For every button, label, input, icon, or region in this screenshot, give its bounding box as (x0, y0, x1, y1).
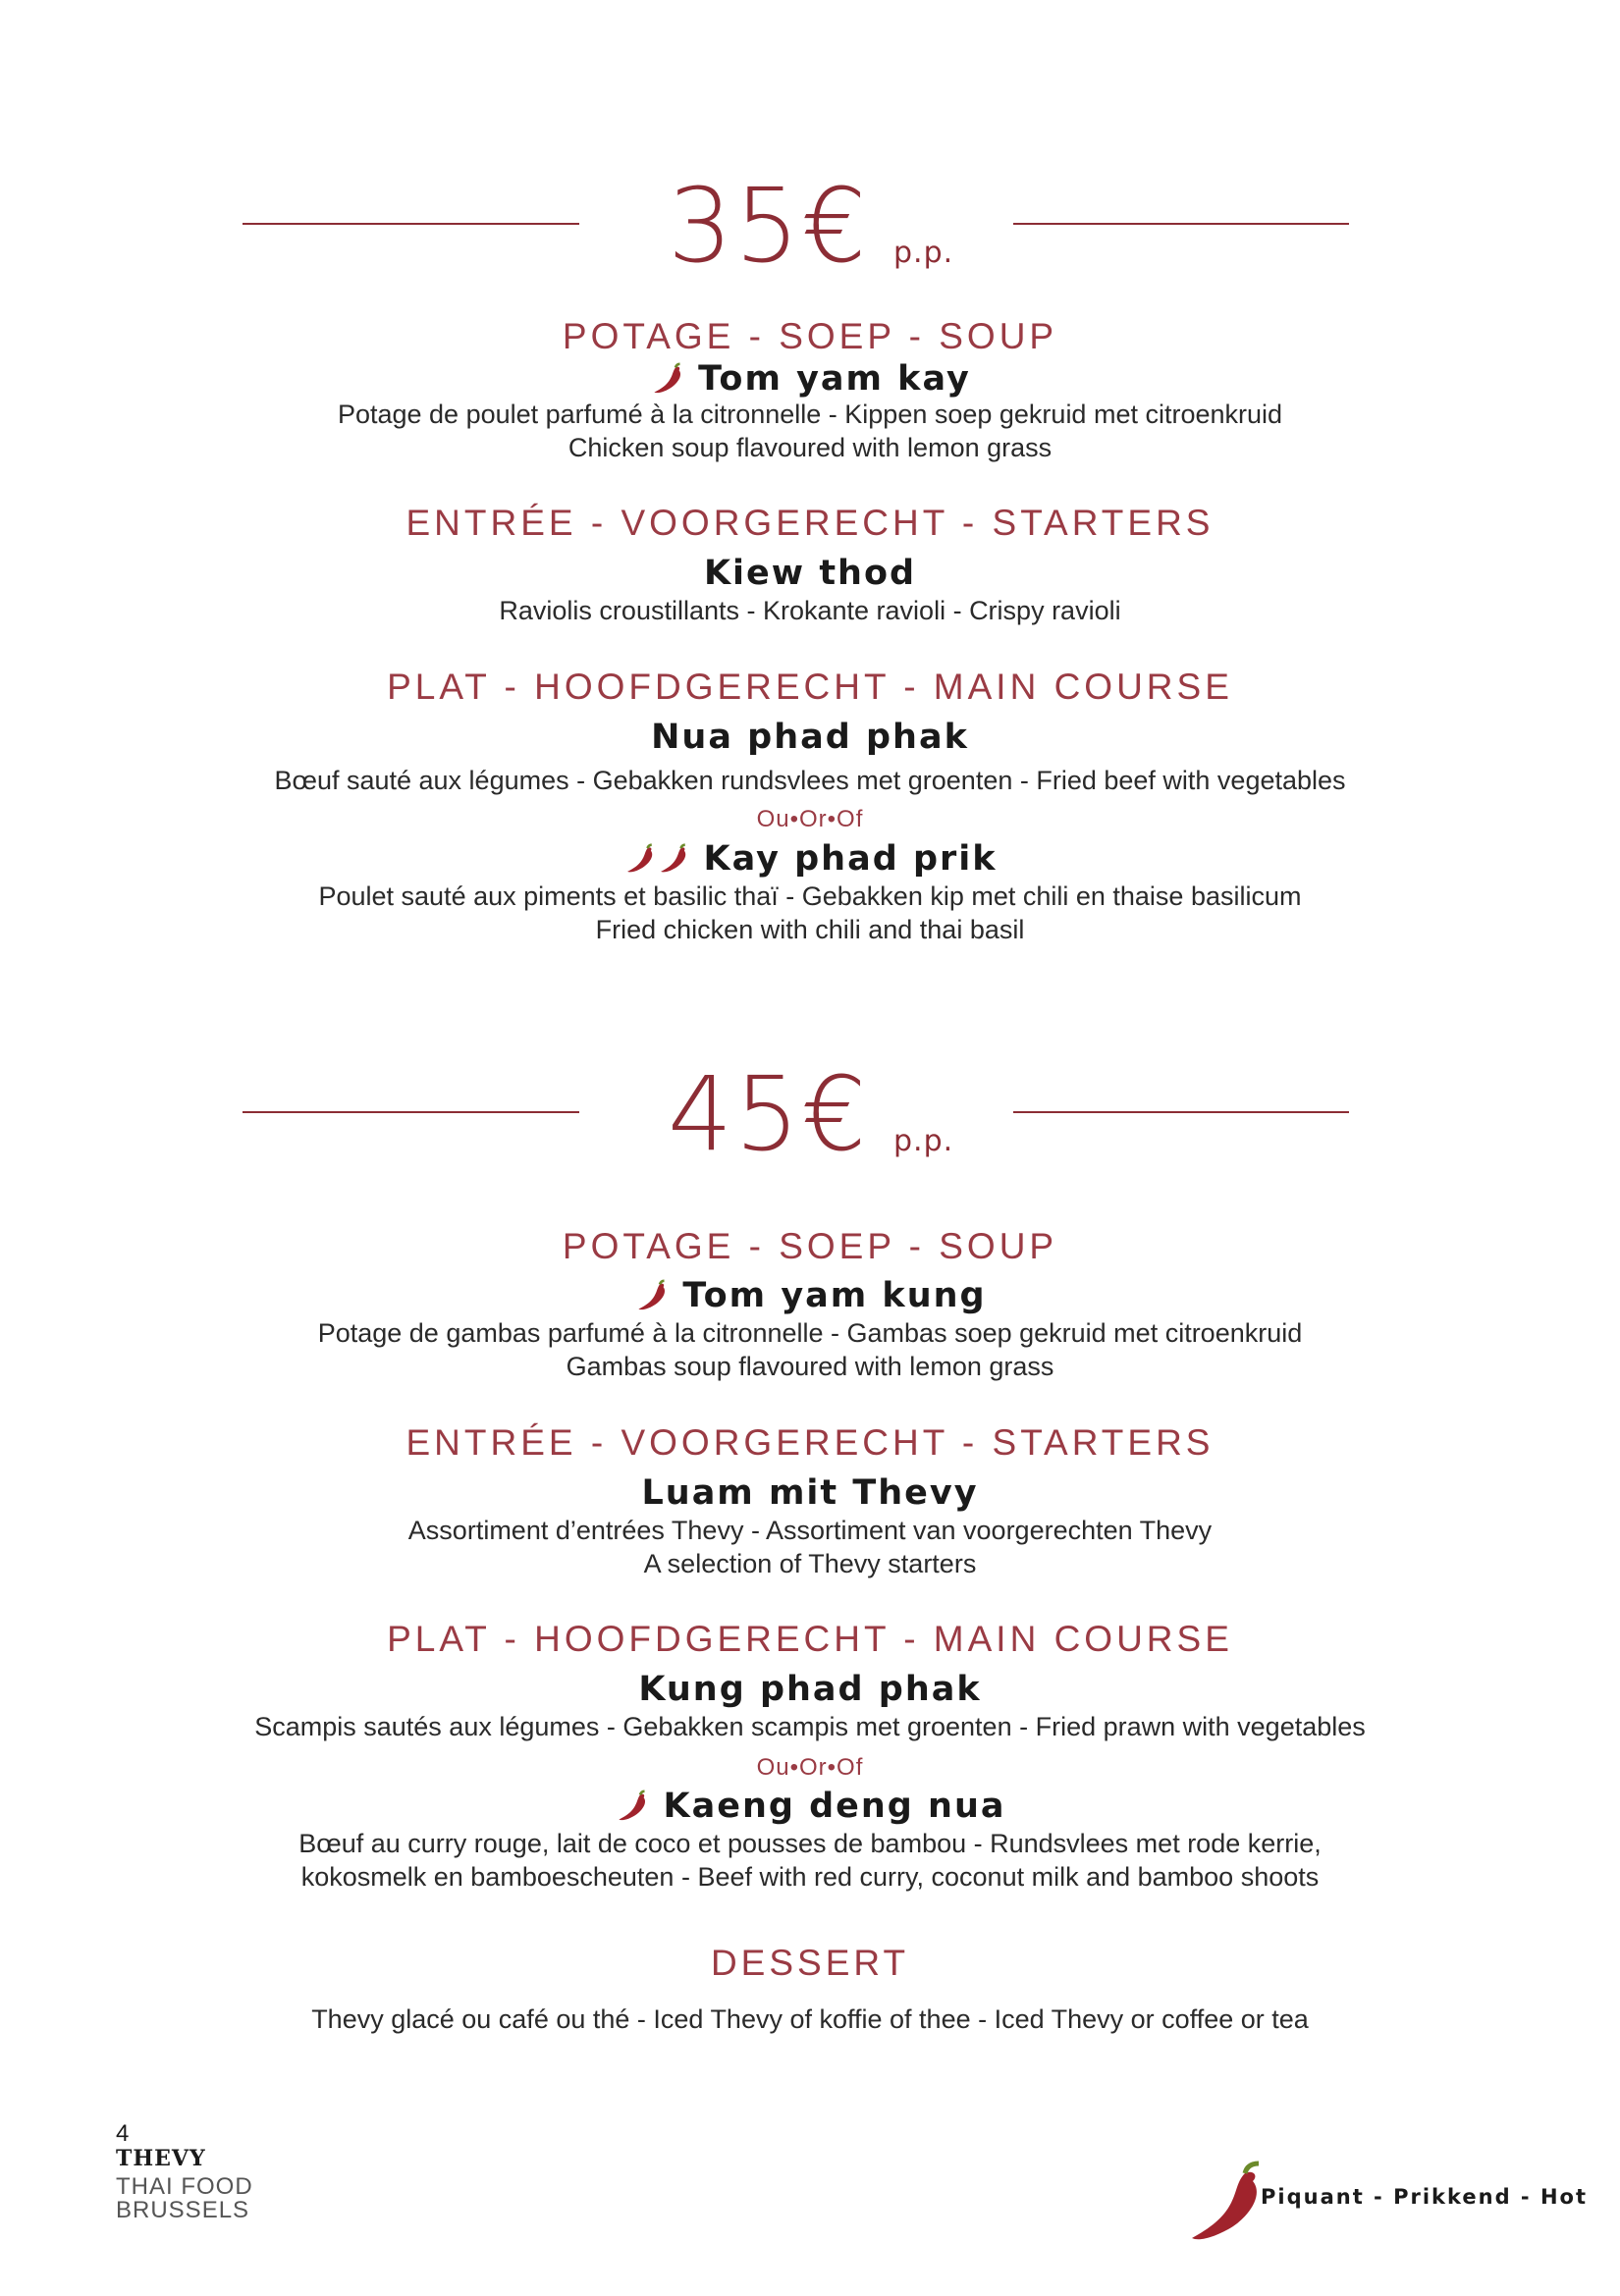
or-separator: Ou•Or•Of (756, 1754, 864, 1781)
chili-pepper-icon (614, 1789, 649, 1825)
section-heading-main: PLAT - HOOFDGERECHT - MAIN COURSE (387, 1619, 1233, 1659)
dish-description: Poulet sauté aux piments et basilic thaï - Gebakken kip met chili en thaise basilicum (318, 881, 1302, 911)
price-amount: 35€ (668, 166, 869, 286)
price-amount: 45€ (668, 1054, 869, 1174)
brand-tagline: BRUSSELS (116, 2197, 250, 2223)
section-heading-soup: POTAGE - SOEP - SOUP (562, 1226, 1058, 1266)
dish-description: Raviolis croustillants - Krokante ravioli - Crispy ravioli (499, 596, 1121, 625)
chili-pepper-icon (1186, 2158, 1265, 2246)
chili-pepper-icon (656, 843, 689, 877)
chili-pepper-icon (622, 843, 656, 877)
dish-description: Thevy glacé ou café ou thé - Iced Thevy of koffie of thee - Iced Thevy or coffee or tea (311, 2004, 1309, 2034)
page-number: 4 (116, 2120, 130, 2147)
brand-logo-name: THEVY (116, 2146, 206, 2171)
dish-name-row (0, 357, 1620, 400)
dish-name-row (0, 1274, 1620, 1317)
section-heading-dessert: DESSERT (710, 1943, 910, 1983)
or-separator: Ou•Or•Of (756, 806, 864, 832)
section-heading-starters: ENTRÉE - VOORGERECHT - STARTERS (405, 503, 1215, 543)
dish-name: Luam mit Thevy (641, 1473, 979, 1513)
dish-description: Potage de gambas parfumé à la citronnelle - Gambas soep gekruid met citroenkruid (317, 1318, 1303, 1348)
section-heading-main: PLAT - HOOFDGERECHT - MAIN COURSE (387, 667, 1233, 707)
dish-name-row (0, 1785, 1620, 1828)
spicy-legend (1186, 2158, 1589, 2246)
dish-description: Bœuf au curry rouge, lait de coco et pousses de bambou - Rundsvlees met rode kerrie, (298, 1829, 1322, 1858)
price-divider-left (243, 1111, 579, 1113)
price-header-35 (0, 167, 1620, 285)
dish-description: Potage de poulet parfumé à la citronnelle - Kippen soep gekruid met citroenkruid (337, 400, 1283, 429)
legend-label: Piquant - Prikkend - Hot (1261, 2185, 1588, 2209)
dish-description: A selection of Thevy starters (643, 1549, 977, 1578)
dish-name-row (0, 837, 1620, 881)
section-heading-starters: ENTRÉE - VOORGERECHT - STARTERS (405, 1422, 1215, 1463)
dish-name: Kay phad prik (703, 839, 998, 879)
price-divider-left (243, 223, 579, 225)
dish-description: kokosmelk en bamboescheuten - Beef with red curry, coconut milk and bamboo shoots (300, 1862, 1320, 1892)
dish-description: Bœuf sauté aux légumes - Gebakken rundsvlees met groenten - Fried beef with vegetables (274, 766, 1346, 795)
dish-name: Kung phad phak (638, 1670, 982, 1709)
dish-description: Assortiment d’entrées Thevy - Assortiment van voorgerechten Thevy (407, 1516, 1213, 1545)
price-unit: p.p. (893, 236, 954, 270)
price-unit: p.p. (893, 1124, 954, 1158)
dish-description: Fried chicken with chili and thai basil (595, 915, 1025, 944)
dish-description: Chicken soup flavoured with lemon grass (567, 433, 1053, 462)
dish-name: Nua phad phak (651, 718, 969, 757)
section-heading-soup: POTAGE - SOEP - SOUP (562, 316, 1058, 356)
brand-tagline: THAI FOOD (116, 2173, 253, 2200)
dish-name: Tom yam kay (698, 359, 971, 399)
price-header-45 (0, 1055, 1620, 1173)
chili-pepper-icon (633, 1279, 669, 1314)
price-divider-right (1013, 1111, 1349, 1113)
chili-pepper-icon (649, 362, 684, 398)
dish-description: Scampis sautés aux légumes - Gebakken scampis met groenten - Fried prawn with vegetables (254, 1712, 1366, 1741)
dish-name: Kiew thod (703, 554, 917, 593)
dish-name: Kaeng deng nua (663, 1787, 1006, 1826)
dish-description: Gambas soup flavoured with lemon grass (566, 1352, 1054, 1381)
dish-name: Tom yam kung (682, 1276, 987, 1315)
price-divider-right (1013, 223, 1349, 225)
